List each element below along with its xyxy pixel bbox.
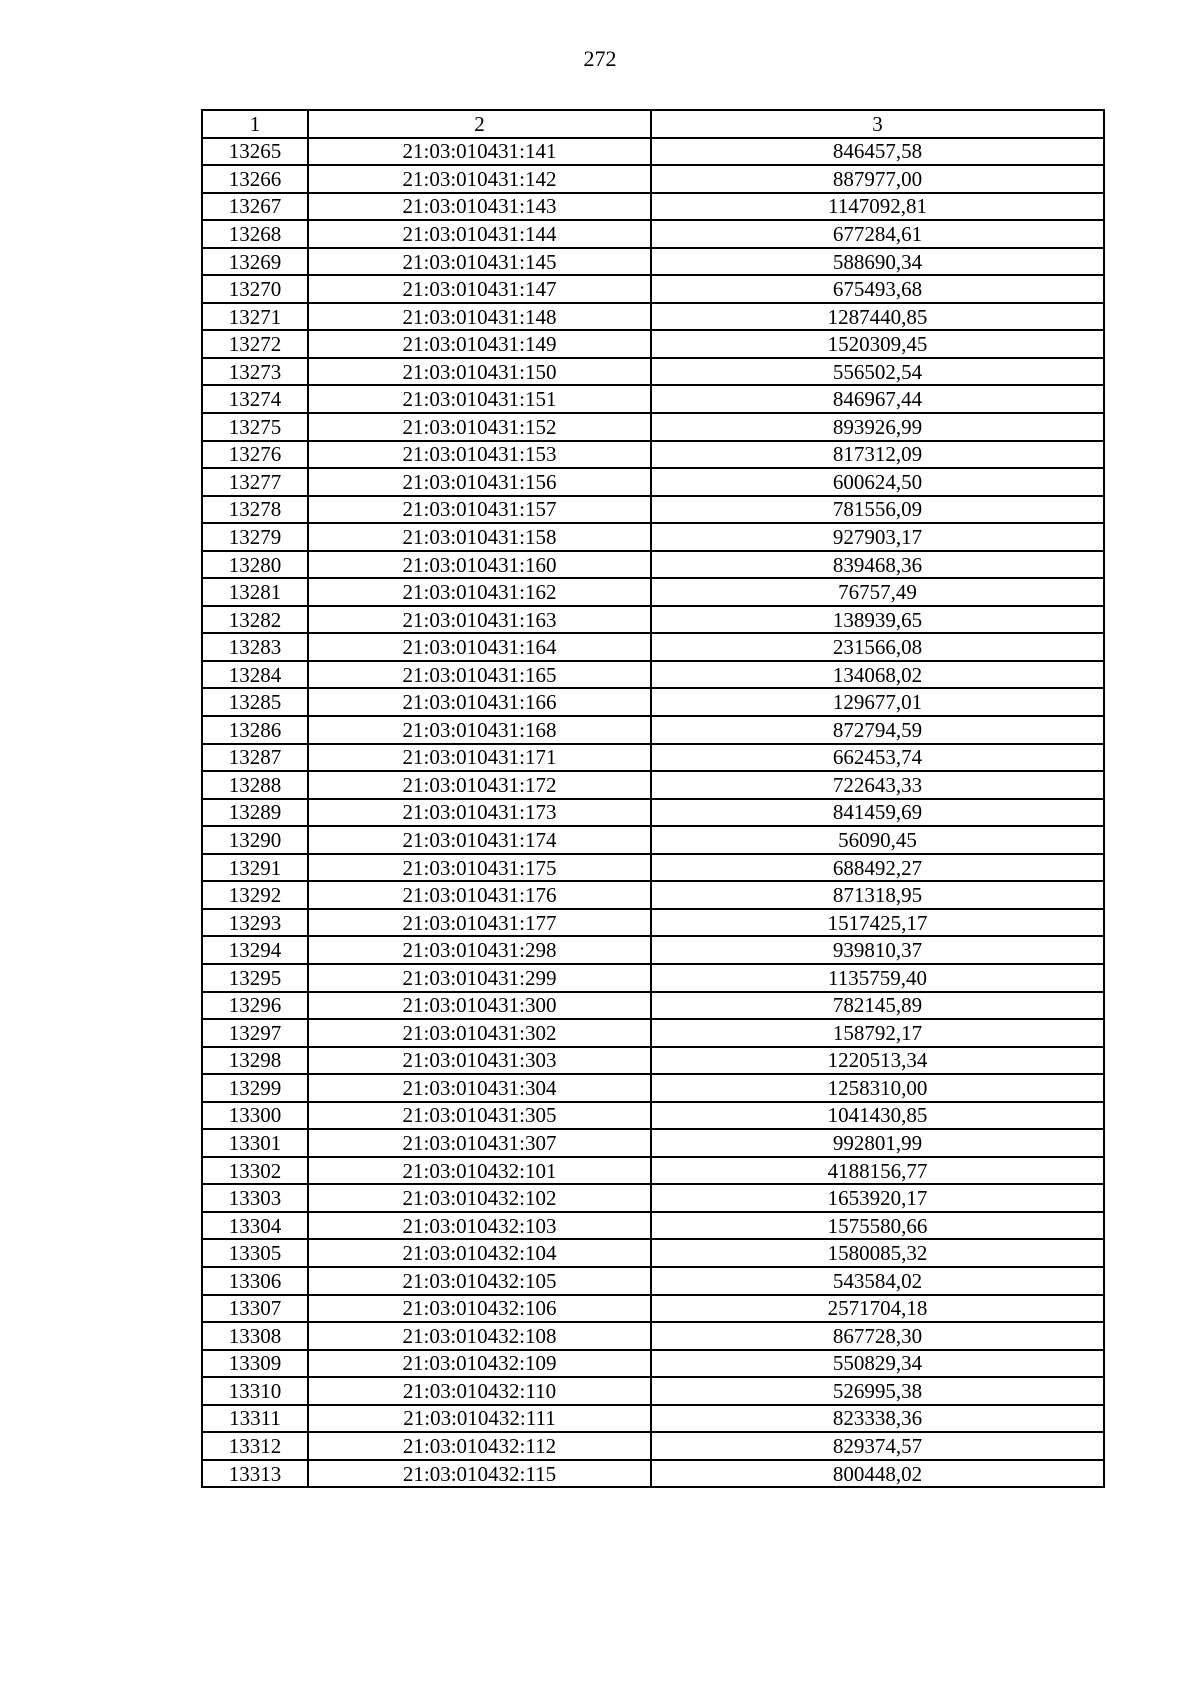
row-number-cell: 13304 [202, 1212, 308, 1240]
table-row [202, 138, 1104, 166]
table-row [202, 248, 1104, 276]
cadastral-id-cell: 21:03:010432:111 [308, 1405, 651, 1433]
value-cell: 158792,17 [651, 1019, 1104, 1047]
cadastral-id-cell: 21:03:010431:143 [308, 193, 651, 221]
cadastral-id-cell: 21:03:010431:156 [308, 468, 651, 496]
row-number-cell: 13268 [202, 220, 308, 248]
table-row [202, 165, 1104, 193]
row-number-cell: 13283 [202, 633, 308, 661]
cadastral-value-table [201, 109, 1105, 1488]
table-row [202, 1129, 1104, 1157]
table-row [202, 936, 1104, 964]
table-row [202, 1019, 1104, 1047]
cadastral-id-cell: 21:03:010432:108 [308, 1322, 651, 1350]
row-number-cell: 13300 [202, 1102, 308, 1130]
value-cell: 138939,65 [651, 606, 1104, 634]
value-cell: 872794,59 [651, 716, 1104, 744]
value-cell: 688492,27 [651, 854, 1104, 882]
value-cell: 4188156,77 [651, 1157, 1104, 1185]
cadastral-id-cell: 21:03:010432:102 [308, 1184, 651, 1212]
cadastral-id-cell: 21:03:010431:148 [308, 303, 651, 331]
value-cell: 1147092,81 [651, 193, 1104, 221]
table-row [202, 551, 1104, 579]
table-row [202, 688, 1104, 716]
value-cell: 600624,50 [651, 468, 1104, 496]
value-cell: 992801,99 [651, 1129, 1104, 1157]
table-row [202, 716, 1104, 744]
cadastral-id-cell: 21:03:010431:152 [308, 413, 651, 441]
cadastral-id-cell: 21:03:010431:157 [308, 496, 651, 524]
table-row [202, 854, 1104, 882]
value-cell: 781556,09 [651, 496, 1104, 524]
table-row [202, 1239, 1104, 1267]
value-cell: 871318,95 [651, 881, 1104, 909]
column-header-cadastral-id: 2 [308, 110, 651, 138]
row-number-cell: 13265 [202, 138, 308, 166]
cadastral-id-cell: 21:03:010431:171 [308, 744, 651, 772]
cadastral-id-cell: 21:03:010431:166 [308, 688, 651, 716]
row-number-cell: 13274 [202, 385, 308, 413]
value-cell: 867728,30 [651, 1322, 1104, 1350]
row-number-cell: 13307 [202, 1295, 308, 1323]
row-number-cell: 13279 [202, 523, 308, 551]
table-row [202, 220, 1104, 248]
table-row [202, 1377, 1104, 1405]
value-cell: 550829,34 [651, 1350, 1104, 1378]
cadastral-id-cell: 21:03:010431:153 [308, 441, 651, 469]
table-body [202, 138, 1104, 1488]
table-row [202, 468, 1104, 496]
value-cell: 526995,38 [651, 1377, 1104, 1405]
row-number-cell: 13292 [202, 881, 308, 909]
row-number-cell: 13309 [202, 1350, 308, 1378]
table-row [202, 578, 1104, 606]
row-number-cell: 13271 [202, 303, 308, 331]
value-cell: 129677,01 [651, 688, 1104, 716]
table-row [202, 496, 1104, 524]
value-cell: 675493,68 [651, 275, 1104, 303]
cadastral-id-cell: 21:03:010431:300 [308, 992, 651, 1020]
column-header-value: 3 [651, 110, 1104, 138]
cadastral-id-cell: 21:03:010431:149 [308, 330, 651, 358]
value-cell: 722643,33 [651, 771, 1104, 799]
table-row [202, 1157, 1104, 1185]
row-number-cell: 13311 [202, 1405, 308, 1433]
cadastral-id-cell: 21:03:010431:144 [308, 220, 651, 248]
value-cell: 56090,45 [651, 826, 1104, 854]
row-number-cell: 13295 [202, 964, 308, 992]
value-cell: 782145,89 [651, 992, 1104, 1020]
table-header-row [202, 110, 1104, 138]
cadastral-id-cell: 21:03:010431:174 [308, 826, 651, 854]
row-number-cell: 13301 [202, 1129, 308, 1157]
cadastral-id-cell: 21:03:010432:104 [308, 1239, 651, 1267]
value-cell: 927903,17 [651, 523, 1104, 551]
cadastral-id-cell: 21:03:010432:101 [308, 1157, 651, 1185]
cadastral-id-cell: 21:03:010431:168 [308, 716, 651, 744]
row-number-cell: 13297 [202, 1019, 308, 1047]
cadastral-id-cell: 21:03:010431:299 [308, 964, 651, 992]
value-cell: 588690,34 [651, 248, 1104, 276]
value-cell: 543584,02 [651, 1267, 1104, 1295]
table-row [202, 661, 1104, 689]
value-cell: 1135759,40 [651, 964, 1104, 992]
table-row [202, 385, 1104, 413]
table-row [202, 606, 1104, 634]
value-cell: 823338,36 [651, 1405, 1104, 1433]
table-row [202, 1102, 1104, 1130]
row-number-cell: 13294 [202, 936, 308, 964]
value-cell: 1575580,66 [651, 1212, 1104, 1240]
value-cell: 887977,00 [651, 165, 1104, 193]
table-row [202, 1322, 1104, 1350]
value-cell: 1287440,85 [651, 303, 1104, 331]
cadastral-id-cell: 21:03:010432:103 [308, 1212, 651, 1240]
cadastral-id-cell: 21:03:010431:150 [308, 358, 651, 386]
table-row [202, 633, 1104, 661]
row-number-cell: 13269 [202, 248, 308, 276]
cadastral-id-cell: 21:03:010431:175 [308, 854, 651, 882]
row-number-cell: 13290 [202, 826, 308, 854]
row-number-cell: 13305 [202, 1239, 308, 1267]
value-cell: 1220513,34 [651, 1047, 1104, 1075]
row-number-cell: 13306 [202, 1267, 308, 1295]
value-cell: 1258310,00 [651, 1074, 1104, 1102]
value-cell: 817312,09 [651, 441, 1104, 469]
row-number-cell: 13299 [202, 1074, 308, 1102]
cadastral-id-cell: 21:03:010431:158 [308, 523, 651, 551]
value-cell: 893926,99 [651, 413, 1104, 441]
cadastral-id-cell: 21:03:010431:307 [308, 1129, 651, 1157]
row-number-cell: 13308 [202, 1322, 308, 1350]
table-row [202, 523, 1104, 551]
cadastral-id-cell: 21:03:010431:304 [308, 1074, 651, 1102]
value-cell: 134068,02 [651, 661, 1104, 689]
value-cell: 841459,69 [651, 799, 1104, 827]
row-number-cell: 13293 [202, 909, 308, 937]
cadastral-id-cell: 21:03:010432:115 [308, 1460, 651, 1488]
value-cell: 231566,08 [651, 633, 1104, 661]
cadastral-id-cell: 21:03:010431:141 [308, 138, 651, 166]
value-cell: 1580085,32 [651, 1239, 1104, 1267]
table-row [202, 1405, 1104, 1433]
table-row [202, 1295, 1104, 1323]
value-cell: 1520309,45 [651, 330, 1104, 358]
cadastral-id-cell: 21:03:010431:164 [308, 633, 651, 661]
table-row [202, 275, 1104, 303]
table-row [202, 1432, 1104, 1460]
value-cell: 846967,44 [651, 385, 1104, 413]
table-row [202, 441, 1104, 469]
table-row [202, 964, 1104, 992]
table-row [202, 413, 1104, 441]
table-row [202, 826, 1104, 854]
row-number-cell: 13313 [202, 1460, 308, 1488]
row-number-cell: 13277 [202, 468, 308, 496]
cadastral-id-cell: 21:03:010431:176 [308, 881, 651, 909]
row-number-cell: 13272 [202, 330, 308, 358]
cadastral-id-cell: 21:03:010432:110 [308, 1377, 651, 1405]
cadastral-id-cell: 21:03:010431:165 [308, 661, 651, 689]
row-number-cell: 13278 [202, 496, 308, 524]
table-row [202, 1460, 1104, 1488]
row-number-cell: 13282 [202, 606, 308, 634]
row-number-cell: 13286 [202, 716, 308, 744]
column-header-number: 1 [202, 110, 308, 138]
value-cell: 1653920,17 [651, 1184, 1104, 1212]
row-number-cell: 13267 [202, 193, 308, 221]
value-cell: 662453,74 [651, 744, 1104, 772]
cadastral-id-cell: 21:03:010431:145 [308, 248, 651, 276]
value-cell: 829374,57 [651, 1432, 1104, 1460]
table-row [202, 193, 1104, 221]
row-number-cell: 13310 [202, 1377, 308, 1405]
cadastral-id-cell: 21:03:010431:302 [308, 1019, 651, 1047]
row-number-cell: 13266 [202, 165, 308, 193]
row-number-cell: 13302 [202, 1157, 308, 1185]
table-row [202, 358, 1104, 386]
table-row [202, 1074, 1104, 1102]
cadastral-id-cell: 21:03:010431:160 [308, 551, 651, 579]
cadastral-id-cell: 21:03:010431:303 [308, 1047, 651, 1075]
value-cell: 677284,61 [651, 220, 1104, 248]
cadastral-id-cell: 21:03:010431:147 [308, 275, 651, 303]
cadastral-id-cell: 21:03:010432:109 [308, 1350, 651, 1378]
row-number-cell: 13280 [202, 551, 308, 579]
value-cell: 939810,37 [651, 936, 1104, 964]
value-cell: 800448,02 [651, 1460, 1104, 1488]
row-number-cell: 13270 [202, 275, 308, 303]
cadastral-id-cell: 21:03:010431:142 [308, 165, 651, 193]
table-row [202, 1212, 1104, 1240]
cadastral-id-cell: 21:03:010431:298 [308, 936, 651, 964]
value-cell: 1517425,17 [651, 909, 1104, 937]
cadastral-id-cell: 21:03:010432:112 [308, 1432, 651, 1460]
value-cell: 1041430,85 [651, 1102, 1104, 1130]
cadastral-id-cell: 21:03:010431:172 [308, 771, 651, 799]
row-number-cell: 13289 [202, 799, 308, 827]
cadastral-id-cell: 21:03:010431:151 [308, 385, 651, 413]
table-row [202, 744, 1104, 772]
cadastral-id-cell: 21:03:010431:305 [308, 1102, 651, 1130]
row-number-cell: 13303 [202, 1184, 308, 1212]
table-row [202, 330, 1104, 358]
table-row [202, 909, 1104, 937]
row-number-cell: 13291 [202, 854, 308, 882]
table-row [202, 771, 1104, 799]
cadastral-id-cell: 21:03:010431:163 [308, 606, 651, 634]
row-number-cell: 13288 [202, 771, 308, 799]
table-row [202, 303, 1104, 331]
cadastral-id-cell: 21:03:010431:173 [308, 799, 651, 827]
row-number-cell: 13284 [202, 661, 308, 689]
row-number-cell: 13287 [202, 744, 308, 772]
row-number-cell: 13273 [202, 358, 308, 386]
cadastral-id-cell: 21:03:010431:177 [308, 909, 651, 937]
cadastral-id-cell: 21:03:010432:105 [308, 1267, 651, 1295]
row-number-cell: 13312 [202, 1432, 308, 1460]
table-row [202, 799, 1104, 827]
cadastral-id-cell: 21:03:010432:106 [308, 1295, 651, 1323]
table-row [202, 1184, 1104, 1212]
row-number-cell: 13275 [202, 413, 308, 441]
value-cell: 76757,49 [651, 578, 1104, 606]
value-cell: 839468,36 [651, 551, 1104, 579]
table-row [202, 1047, 1104, 1075]
row-number-cell: 13296 [202, 992, 308, 1020]
table-row [202, 992, 1104, 1020]
table-row [202, 881, 1104, 909]
table-row [202, 1267, 1104, 1295]
value-cell: 556502,54 [651, 358, 1104, 386]
cadastral-id-cell: 21:03:010431:162 [308, 578, 651, 606]
row-number-cell: 13276 [202, 441, 308, 469]
row-number-cell: 13298 [202, 1047, 308, 1075]
table-row [202, 1350, 1104, 1378]
value-cell: 846457,58 [651, 138, 1104, 166]
row-number-cell: 13281 [202, 578, 308, 606]
page-number: 272 [583, 46, 617, 71]
row-number-cell: 13285 [202, 688, 308, 716]
value-cell: 2571704,18 [651, 1295, 1104, 1323]
